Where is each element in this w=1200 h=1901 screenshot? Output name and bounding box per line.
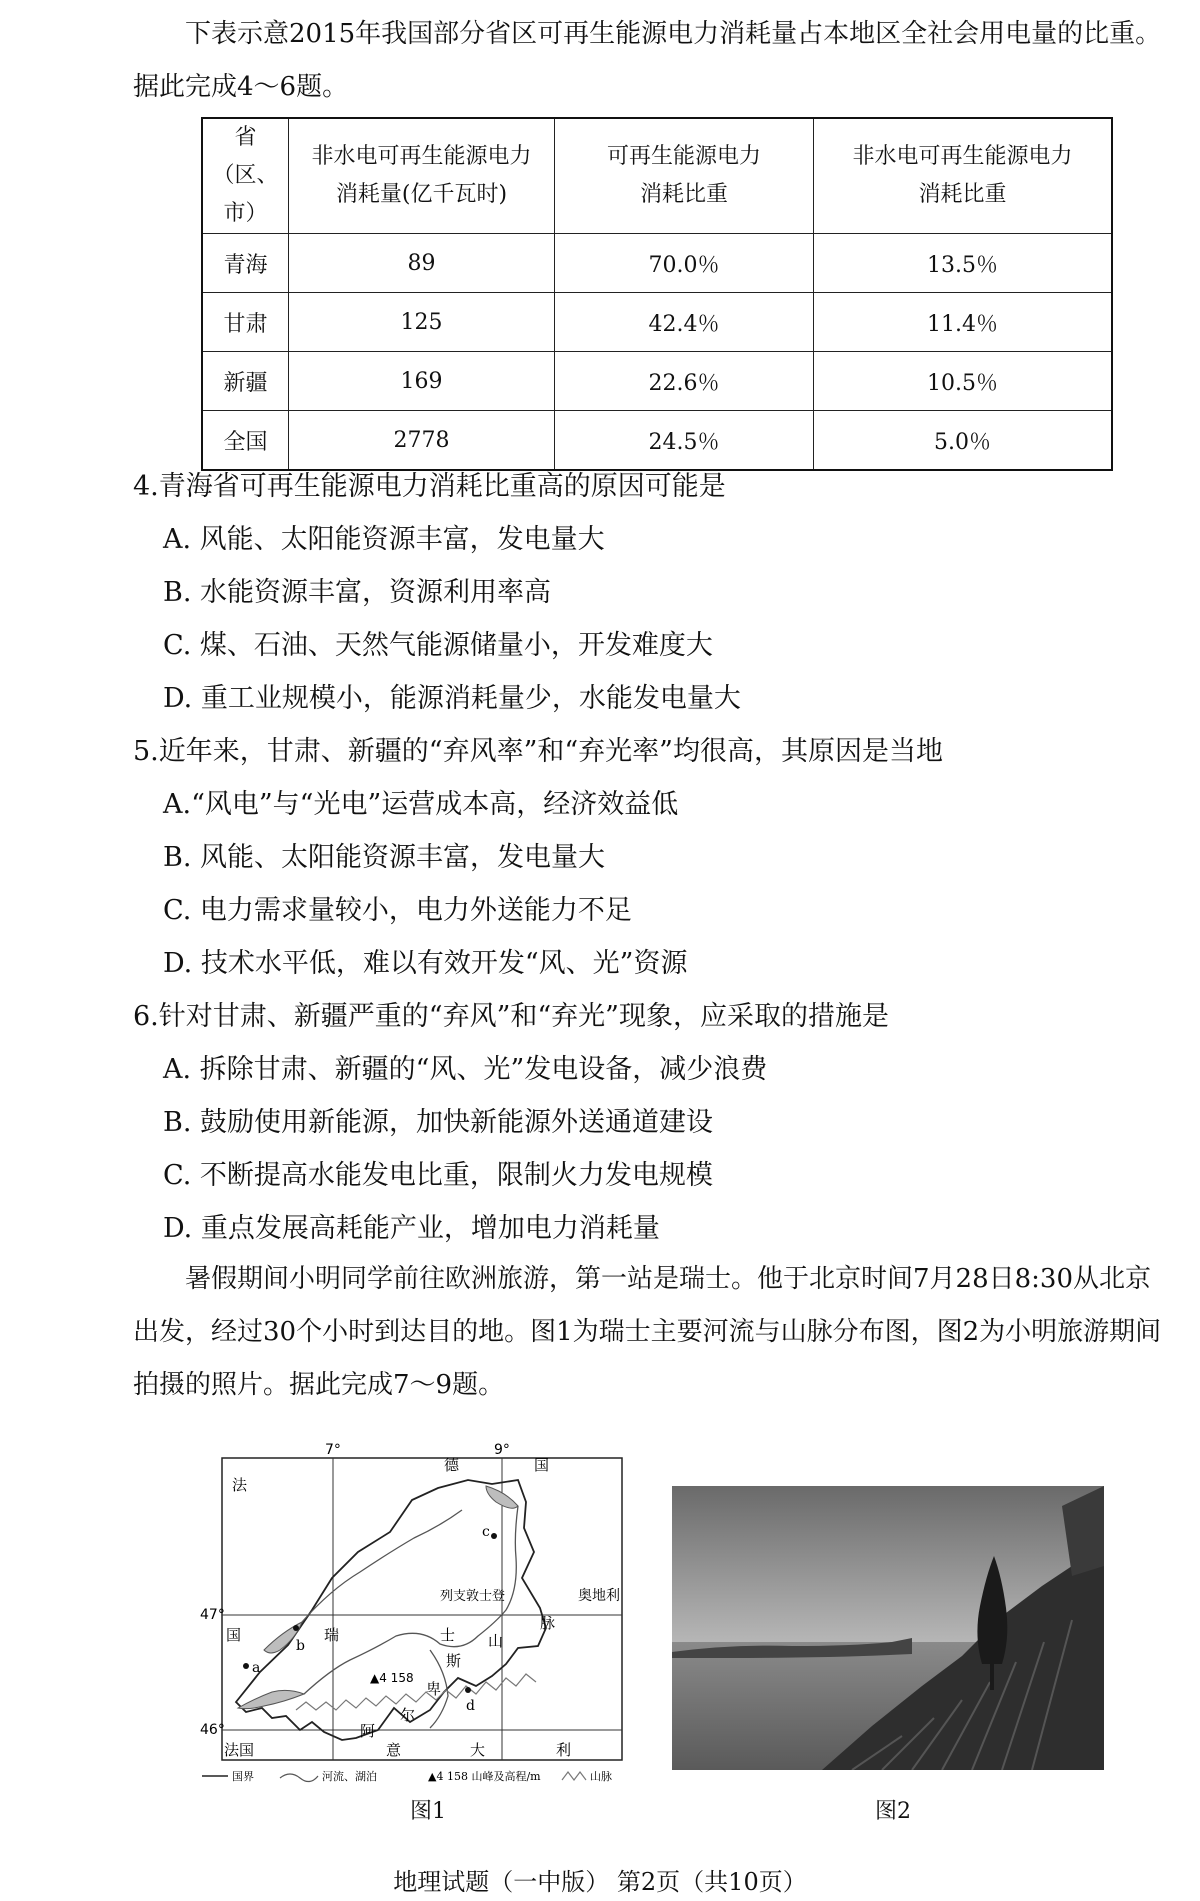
legend-river-label: 河流、湖泊: [322, 1770, 377, 1783]
switzerland-map: [200, 1440, 656, 1790]
table-cell: 全国: [202, 411, 289, 471]
question-5-stem: 5.近年来，甘肃、新疆的“弃风率”和“弃光率”均很高，其原因是当地: [133, 736, 943, 767]
table-cell: 169: [289, 352, 555, 411]
label-alps-4: 斯: [446, 1652, 462, 1670]
river-aare: [302, 1510, 462, 1622]
label-swiss-1: 瑞: [324, 1626, 340, 1644]
peak-elevation-label: ▲4 158: [370, 1671, 414, 1685]
table-cell: 2778: [289, 411, 555, 471]
table-cell: 甘肃: [202, 293, 289, 352]
label-swiss-2: 士: [440, 1626, 456, 1644]
table-cell: 125: [289, 293, 555, 352]
question-6-option-d: D. 重点发展高耗能产业，增加电力消耗量: [163, 1213, 660, 1244]
question-5-option-d: D. 技术水平低，难以有效开发“风、光”资源: [163, 948, 688, 979]
table-header-row: [202, 118, 1112, 234]
table-row: [202, 411, 1112, 471]
legend-river-icon: [280, 1774, 318, 1782]
lake-geneva: [238, 1690, 304, 1708]
point-b-label: b: [296, 1638, 305, 1654]
question-6-option-c: C. 不断提高水能发电比重，限制火力发电规模: [163, 1160, 713, 1191]
table-cell: 新疆: [202, 352, 289, 411]
table-cell: 10.5％: [814, 352, 1113, 411]
label-alps-3: 卑: [426, 1680, 442, 1698]
point-a-dot: [243, 1663, 249, 1669]
page-footer: 地理试题（一中版） 第2页（共10页）: [393, 1868, 807, 1896]
question-4-option-b: B. 水能资源丰富，资源利用率高: [163, 577, 552, 608]
point-d-dot: [465, 1687, 471, 1693]
legend-mountain-label: 山脉: [590, 1770, 612, 1783]
label-italy-3: 利: [556, 1741, 572, 1759]
header-renewable-share: 可再生能源电力 消耗比重: [555, 118, 814, 234]
lon-label-7: 7°: [325, 1442, 341, 1458]
legend-mountain-icon: [562, 1772, 586, 1780]
question-6-stem: 6.针对甘肃、新疆严重的“弃风”和“弃光”现象，应采取的措施是: [133, 1001, 889, 1032]
label-italy-2: 大: [470, 1741, 486, 1759]
label-liechtenstein: 列支敦士登: [440, 1589, 506, 1604]
question-4-option-d: D. 重工业规模小，能源消耗量少，水能发电量大: [163, 683, 741, 714]
question-4-stem: 4.青海省可再生能源电力消耗比重高的原因可能是: [133, 471, 726, 502]
lake-vineyard-photo: [672, 1486, 1104, 1770]
point-c-dot: [491, 1533, 497, 1539]
question-6-option-a: A. 拆除甘肃、新疆的“风、光”发电设备，减少浪费: [163, 1054, 768, 1085]
point-a-label: a: [252, 1660, 261, 1676]
label-alps-5: 山: [488, 1632, 504, 1650]
table-cell: 89: [289, 234, 555, 293]
intro-paragraph-2: [133, 1253, 1173, 1412]
label-france-2: 国: [226, 1626, 242, 1644]
question-5-option-b: B. 风能、太阳能资源丰富，发电量大: [163, 842, 606, 873]
alps-mountain-icon: [296, 1674, 536, 1710]
photo-tree-trunk: [990, 1662, 994, 1690]
question-6-option-b: B. 鼓励使用新能源，加快新能源外送通道建设: [163, 1107, 714, 1138]
question-5-option-a: A.“风电”与“光电”运营成本高，经济效益低: [163, 789, 679, 820]
header-nonhydro-share: 非水电可再生能源电力 消耗比重: [814, 118, 1113, 234]
table-cell: 22.6％: [555, 352, 814, 411]
table-cell: 5.0％: [814, 411, 1113, 471]
point-b-dot: [293, 1625, 299, 1631]
intro-text-2: 暑假期间小明同学前往欧洲旅游，第一站是瑞士。他于北京时间7月28日8:30从北京出发，经过30个小时到达目的地。图1为瑞士主要河流与山脉分布图，图2为小明旅游期间拍摄的照片。据此完成7～9题。: [133, 1264, 1162, 1400]
lon-label-9: 9°: [494, 1442, 510, 1458]
table-cell: 70.0％: [555, 234, 814, 293]
table-row: [202, 234, 1112, 293]
table-cell: 13.5％: [814, 234, 1113, 293]
header-province: 省 （区、市）: [202, 118, 289, 234]
table-row: [202, 352, 1112, 411]
label-france-1: 法: [232, 1476, 248, 1494]
label-germany-1: 德: [444, 1456, 460, 1474]
figure-1-caption: 图1: [410, 1799, 446, 1824]
label-italy-1: 意: [386, 1741, 402, 1759]
label-germany-2: 国: [534, 1456, 550, 1474]
label-alps-6: 脉: [540, 1614, 556, 1632]
figure-2-caption: 图2: [875, 1799, 911, 1824]
legend-peak-label: ▲4 158 山峰及高程/m: [428, 1770, 541, 1783]
label-austria: 奥地利: [578, 1588, 620, 1604]
energy-table: [201, 117, 1113, 471]
lat-label-47: 47°: [200, 1607, 225, 1623]
table-cell: 24.5％: [555, 411, 814, 471]
label-alps-1: 阿: [360, 1722, 376, 1740]
table-row: [202, 293, 1112, 352]
point-c-label: c: [482, 1524, 490, 1540]
lat-label-46: 46°: [200, 1722, 225, 1738]
question-5-option-c: C. 电力需求量较小，电力外送能力不足: [163, 895, 632, 926]
label-alps-2: 尔: [400, 1706, 416, 1724]
intro-text-1: 下表示意2015年我国部分省区可再生能源电力消耗量占本地区全社会用电量的比重。据此完成4～6题。: [133, 19, 1162, 102]
question-4-option-c: C. 煤、石油、天然气能源储量小，开发难度大: [163, 630, 713, 661]
table-cell: 11.4％: [814, 293, 1113, 352]
intro-paragraph-1: [133, 8, 1173, 114]
label-france-south: 法国: [224, 1741, 255, 1759]
table-cell: 42.4％: [555, 293, 814, 352]
point-d-label: d: [466, 1698, 475, 1714]
header-nonhydro-consumption: 非水电可再生能源电力 消耗量(亿千瓦时): [289, 118, 555, 234]
legend-border-label: 国界: [232, 1770, 254, 1783]
table-cell: 青海: [202, 234, 289, 293]
question-4-option-a: A. 风能、太阳能资源丰富，发电量大: [163, 524, 605, 555]
